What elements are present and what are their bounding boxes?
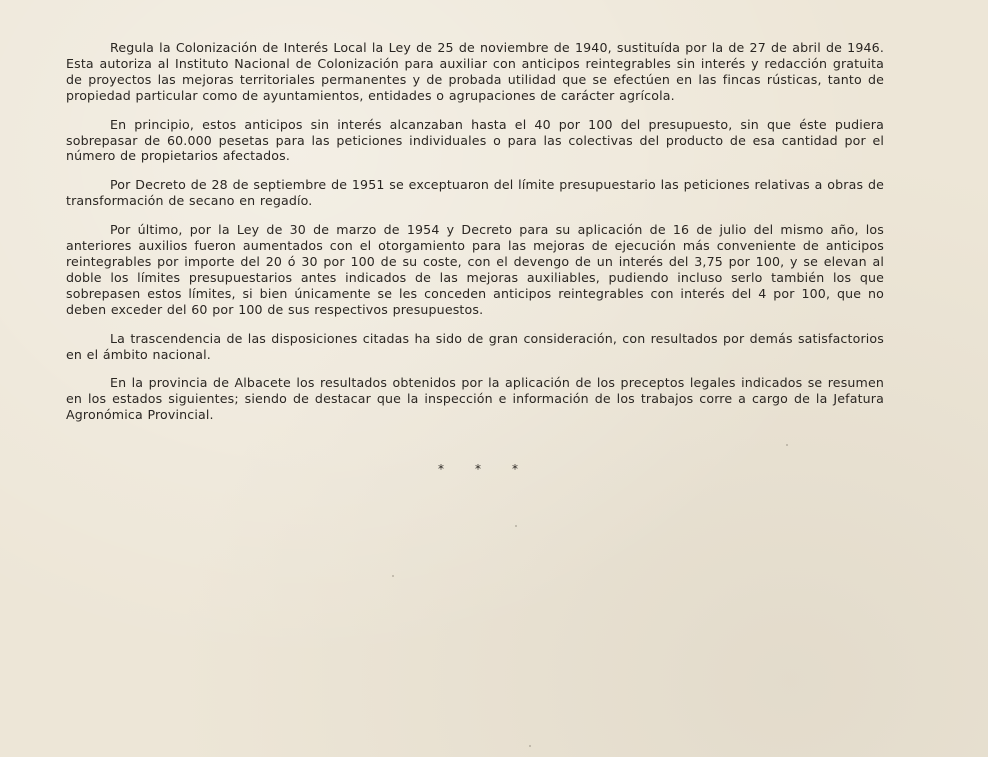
asterisk-mark: * [475,462,481,476]
paper-speck [786,444,788,446]
body-text [66,40,884,436]
paragraph: En principio, estos anticipos sin interés alcanzaban hasta el 40 por 100 del presupuesto, sin que éste pudiera sobrepasar de 60.000 pesetas para las peticiones individuales o para las colectivas del producto de esa cantidad por el número de propietarios afectados. [66,116,884,164]
paragraph: Por Decreto de 28 de septiembre de 1951 se exceptuaron del límite presupuestario las peticiones relativas a obras de transformación de secano en regadío. [66,177,884,209]
asterisk-mark: * [512,462,518,476]
paragraph: En la provincia de Albacete los resultados obtenidos por la aplicación de los preceptos legales indicados se resumen en los estados siguientes; siendo de destacar que la inspección e información de los trabajos corre a cargo de la Jefatura Agronómica Provincial. [66,375,884,423]
section-separator [438,462,518,476]
paper-speck [515,525,517,527]
asterisk-mark: * [438,462,444,476]
paragraph: La trascendencia de las disposiciones citadas ha sido de gran consideración, con resultados por demás satisfactorios en el ámbito nacional. [66,330,884,362]
paragraph: Por último, por la Ley de 30 de marzo de 1954 y Decreto para su aplicación de 16 de julio del mismo año, los anteriores auxilios fueron aumentados con el otorgamiento para las mejoras de ejecución más conveniente de anticipos reintegrables por importe del 20 ó 30 por 100 de su coste, con el devengo de un interés del 3,75 por 100, y se elevan al doble los límites presupuestarios antes indicados de las mejoras auxiliables, pudiendo incluso serlo también los que sobrepasen estos límites, si bien únicamente se les conceden anticipos reintegrables con interés del 4 por 100, que no deben exceder del 60 por 100 de sus respectivos presupuestos. [66,222,884,317]
paper-speck [392,575,394,577]
paper-speck [529,745,531,747]
paragraph: Regula la Colonización de Interés Local la Ley de 25 de noviembre de 1940, sustituída por la de 27 de abril de 1946. Esta autoriza al Instituto Nacional de Colonización para auxiliar con anticipos reintegrables sin interés y redacción gratuita de proyectos las mejoras territoriales permanentes y de probada utilidad que se efectúen en las fincas rústicas, tanto de propiedad particular como de ayuntamientos, entidades o agrupaciones de carácter agrícola. [66,40,884,103]
